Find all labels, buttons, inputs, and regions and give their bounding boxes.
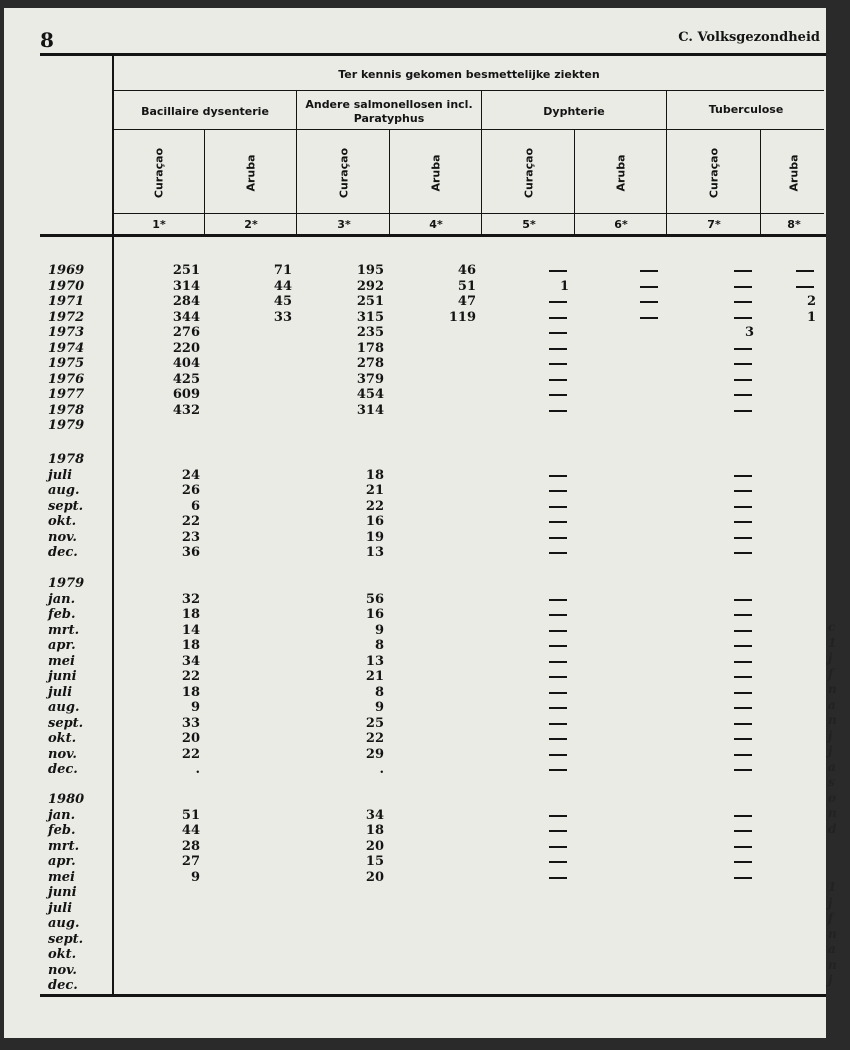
super-header: Ter kennis gekomen besmettelijke ziekten: [338, 68, 600, 81]
edge-fragment: n: [828, 957, 837, 972]
row-label: apr.: [48, 854, 76, 869]
table-cell: 18: [181, 607, 200, 622]
page-number: 8: [40, 28, 54, 52]
table-cell: 22: [365, 731, 384, 746]
nil-dash: [734, 614, 752, 616]
nil-dash: [734, 475, 752, 477]
nil-dash: [549, 537, 567, 539]
nil-dash: [734, 537, 752, 539]
table-cell: 284: [172, 294, 200, 309]
table-cell: 36: [181, 545, 200, 560]
table-cell: 235: [356, 325, 384, 340]
nil-dash: [549, 348, 567, 350]
edge-fragment: f: [828, 666, 834, 681]
nil-dash: [549, 521, 567, 523]
table-cell: 24: [181, 467, 200, 483]
nil-dash: [549, 692, 567, 694]
table-cell: 344: [172, 309, 200, 325]
table-cell: 1: [559, 278, 569, 294]
col-divider-3: [389, 129, 390, 234]
table-cell: .: [379, 762, 384, 777]
table-cell: 18: [365, 467, 384, 483]
nil-dash: [549, 506, 567, 508]
rule-bottom: [40, 994, 826, 997]
group-header-dysenterie: Bacillaire dysenterie: [141, 105, 269, 118]
row-label: aug.: [48, 916, 80, 931]
nil-dash: [734, 707, 752, 709]
row-label: juli: [48, 467, 73, 483]
edge-fragment: 1: [828, 880, 837, 894]
edge-fragment: n: [828, 926, 837, 941]
row-label: juli: [48, 900, 73, 916]
table-cell: 34: [181, 653, 200, 669]
nil-dash: [549, 815, 567, 817]
edge-fragment: j: [828, 651, 833, 665]
nil-dash: [734, 363, 752, 365]
table-cell: 14: [181, 622, 200, 638]
nil-dash: [734, 317, 752, 319]
row-label: 1974: [48, 340, 85, 356]
column-number-2: 2*: [244, 218, 258, 231]
row-label: 1977: [48, 387, 85, 402]
row-label: jan.: [48, 591, 76, 607]
table-cell: 26: [181, 483, 200, 498]
nil-dash: [640, 317, 658, 319]
nil-dash: [549, 317, 567, 319]
nil-dash: [734, 877, 752, 879]
edge-fragment: f: [828, 911, 834, 925]
column-label-4: Aruba: [429, 154, 443, 192]
nil-dash: [734, 861, 752, 863]
col-divider-5: [574, 129, 575, 234]
table-cell: 33: [273, 309, 292, 325]
table-cell: 20: [181, 731, 200, 746]
table-cell: 195: [356, 263, 384, 278]
nil-dash: [734, 661, 752, 663]
edge-fragment: n: [828, 682, 837, 696]
row-label: sept.: [48, 498, 84, 514]
nil-dash: [549, 410, 567, 412]
table-cell: 276: [172, 325, 200, 340]
nil-dash: [734, 830, 752, 832]
table-cell: 404: [172, 356, 200, 371]
row-label: 1979: [48, 418, 85, 433]
nil-dash: [549, 707, 567, 709]
nil-dash: [549, 599, 567, 601]
table-cell: 251: [172, 263, 200, 278]
nil-dash: [734, 630, 752, 632]
nil-dash: [734, 723, 752, 725]
nil-dash: [549, 830, 567, 832]
row-label: 1980: [48, 792, 85, 807]
row-label: aug.: [48, 483, 80, 498]
table-cell: 178: [356, 340, 384, 356]
nil-dash: [734, 490, 752, 492]
table-cell: 315: [356, 309, 384, 325]
table-cell: 23: [181, 529, 200, 545]
col-divider-1: [204, 129, 205, 234]
column-label-5: Curaçao: [522, 147, 536, 199]
table-cell: 44: [181, 823, 200, 838]
table-cell: 28: [181, 838, 200, 854]
nil-dash: [734, 521, 752, 523]
table-cell: 16: [365, 514, 384, 529]
row-label: nov.: [48, 529, 77, 545]
table-cell: 8: [374, 638, 384, 653]
table-cell: 9: [190, 700, 200, 715]
group-divider-3: [666, 90, 667, 234]
row-label: juli: [48, 684, 73, 700]
nil-dash: [549, 645, 567, 647]
column-number-1: 1*: [152, 218, 166, 231]
row-label: 1979: [48, 576, 85, 591]
table-cell: 22: [181, 514, 200, 529]
row-label: juni: [48, 885, 77, 900]
column-label-1: Curaçao: [152, 147, 166, 199]
edge-fragment: s: [828, 775, 835, 789]
table-cell: 22: [365, 498, 384, 514]
nil-dash: [734, 410, 752, 412]
row-label: 1969: [48, 263, 85, 278]
column-label-8: Aruba: [787, 154, 801, 192]
nil-dash: [549, 861, 567, 863]
row-label: 1973: [48, 325, 85, 340]
nil-dash: [549, 661, 567, 663]
table-cell: 21: [365, 483, 384, 498]
row-label: dec.: [48, 978, 78, 993]
nil-dash: [796, 270, 814, 272]
table-cell: 15: [365, 854, 384, 869]
row-label: jan.: [48, 807, 76, 823]
nil-dash: [734, 301, 752, 303]
column-label-7: Curaçao: [707, 147, 721, 199]
table-cell: 51: [181, 807, 200, 823]
column-number-4: 4*: [429, 218, 443, 231]
row-label: juni: [48, 669, 77, 684]
table-cell: 609: [172, 387, 200, 402]
table-cell: 314: [356, 402, 384, 418]
nil-dash: [796, 286, 814, 288]
edge-fragment: j: [828, 973, 833, 987]
nil-dash: [549, 754, 567, 756]
table-cell: 13: [365, 545, 384, 560]
table-cell: .: [195, 762, 200, 777]
table-cell: 8: [374, 684, 384, 700]
nil-dash: [734, 676, 752, 678]
nil-dash: [549, 676, 567, 678]
nil-dash: [549, 738, 567, 740]
nil-dash: [734, 738, 752, 740]
edge-fragment: n: [828, 806, 837, 820]
table-cell: 51: [457, 278, 476, 294]
column-number-8: 8*: [787, 218, 801, 231]
row-label: mei: [48, 869, 75, 885]
nil-dash: [640, 270, 658, 272]
edge-fragment: d: [828, 821, 837, 836]
table-cell: 9: [374, 700, 384, 715]
row-label: mrt.: [48, 838, 80, 854]
row-label: dec.: [48, 762, 78, 777]
table-cell: 6: [190, 498, 200, 514]
table-cell: 314: [172, 278, 200, 294]
row-label: 1978: [48, 452, 85, 467]
table-cell: 13: [365, 653, 384, 669]
row-label: aug.: [48, 700, 80, 715]
table-cell: 18: [365, 823, 384, 838]
group-divider-1: [296, 90, 297, 234]
row-label: 1971: [48, 294, 85, 309]
nil-dash: [549, 301, 567, 303]
table-cell: 71: [273, 263, 292, 278]
table-cell: 25: [365, 715, 384, 731]
table-cell: 9: [374, 622, 384, 638]
row-label: feb.: [48, 823, 76, 838]
edge-fragment: a: [828, 759, 836, 774]
rule-header-bottom: [40, 234, 826, 237]
row-label: 1972: [48, 309, 85, 325]
table-cell: 454: [356, 387, 384, 402]
nil-dash: [734, 815, 752, 817]
rule-sub-top: [112, 129, 824, 130]
running-title: C. Volksgezondheid: [678, 30, 820, 45]
nil-dash: [549, 723, 567, 725]
row-label: okt.: [48, 947, 77, 962]
nil-dash: [549, 270, 567, 272]
table-cell: 432: [172, 402, 200, 418]
nil-dash: [549, 846, 567, 848]
nil-dash: [734, 754, 752, 756]
edge-fragment: o: [828, 790, 837, 805]
group-divider-2: [481, 90, 482, 234]
nil-dash: [734, 506, 752, 508]
nil-dash: [734, 394, 752, 396]
table-cell: 22: [181, 669, 200, 684]
row-label: okt.: [48, 731, 77, 746]
nil-dash: [734, 286, 752, 288]
group-header-tuberculose: Tuberculose: [708, 103, 784, 116]
table-cell: 220: [172, 340, 200, 356]
table-cell: 46: [457, 263, 476, 278]
row-label: 1970: [48, 278, 85, 294]
table-cell: 1: [806, 309, 816, 325]
table-cell: 56: [365, 591, 384, 607]
nil-dash: [549, 332, 567, 334]
table-cell: 27: [181, 854, 200, 869]
table-cell: 425: [172, 371, 200, 387]
column-number-5: 5*: [522, 218, 536, 231]
row-label: nov.: [48, 746, 77, 762]
column-label-6: Aruba: [614, 154, 628, 192]
table-cell: 18: [181, 684, 200, 700]
row-label: 1975: [48, 356, 85, 371]
edge-fragment: j: [828, 895, 833, 910]
rule-top: [40, 53, 826, 56]
table-cell: 20: [365, 869, 384, 885]
rule-group-top: [112, 90, 824, 91]
nil-dash: [734, 769, 752, 771]
table-cell: 278: [356, 356, 384, 371]
nil-dash: [734, 846, 752, 848]
row-label: okt.: [48, 514, 77, 529]
nil-dash: [549, 363, 567, 365]
column-number-3: 3*: [337, 218, 351, 231]
nil-dash: [549, 614, 567, 616]
nil-dash: [734, 270, 752, 272]
table-cell: 292: [356, 278, 384, 294]
nil-dash: [734, 379, 752, 381]
nil-dash: [734, 599, 752, 601]
row-label: 1976: [48, 371, 85, 387]
document-page: [4, 8, 826, 1038]
edge-fragment: n: [828, 713, 837, 727]
nil-dash: [734, 692, 752, 694]
edge-fragment: a: [828, 942, 836, 956]
edge-fragment: j: [828, 744, 833, 758]
nil-dash: [734, 645, 752, 647]
nil-dash: [640, 286, 658, 288]
col-divider-7: [760, 129, 761, 234]
row-label: apr.: [48, 638, 76, 653]
table-cell: 9: [190, 869, 200, 885]
nil-dash: [549, 877, 567, 879]
column-number-6: 6*: [614, 218, 628, 231]
table-cell: 2: [806, 294, 816, 309]
table-cell: 16: [365, 607, 384, 622]
nil-dash: [549, 490, 567, 492]
table-cell: 119: [448, 309, 476, 325]
table-cell: 20: [365, 838, 384, 854]
row-label: dec.: [48, 545, 78, 560]
table-cell: 3: [744, 325, 754, 340]
edge-fragment: a: [828, 697, 836, 712]
table-cell: 29: [365, 746, 384, 762]
row-label: sept.: [48, 715, 84, 731]
stub-divider: [112, 54, 114, 995]
column-label-3: Curaçao: [337, 147, 351, 199]
table-cell: 44: [273, 278, 292, 294]
rule-colno-top: [112, 213, 824, 214]
table-cell: 22: [181, 746, 200, 762]
row-label: mei: [48, 653, 75, 669]
nil-dash: [549, 475, 567, 477]
table-cell: 18: [181, 638, 200, 653]
column-number-7: 7*: [707, 218, 721, 231]
nil-dash: [734, 552, 752, 554]
table-cell: 19: [365, 529, 384, 545]
row-label: mrt.: [48, 622, 80, 638]
nil-dash: [549, 394, 567, 396]
row-label: nov.: [48, 962, 77, 978]
column-label-2: Aruba: [244, 154, 258, 192]
edge-fragment: j: [828, 728, 833, 743]
table-cell: 45: [273, 294, 292, 309]
nil-dash: [549, 630, 567, 632]
row-label: 1978: [48, 402, 85, 418]
nil-dash: [640, 301, 658, 303]
table-cell: 33: [181, 715, 200, 731]
row-label: feb.: [48, 607, 76, 622]
edge-fragment: c: [828, 620, 836, 634]
table-cell: 21: [365, 669, 384, 684]
nil-dash: [549, 379, 567, 381]
table-cell: 47: [457, 294, 476, 309]
edge-fragment: 1: [828, 635, 837, 650]
table-cell: 32: [181, 591, 200, 607]
group-header-dyphterie: Dyphterie: [543, 105, 605, 118]
table-cell: 34: [365, 807, 384, 823]
nil-dash: [549, 552, 567, 554]
row-label: sept.: [48, 931, 84, 947]
table-cell: 251: [356, 294, 384, 309]
group-header-salmonellosen: Andere salmonellosen incl. Paratyphus: [305, 98, 473, 125]
table-cell: 379: [356, 371, 384, 387]
nil-dash: [549, 769, 567, 771]
nil-dash: [734, 348, 752, 350]
